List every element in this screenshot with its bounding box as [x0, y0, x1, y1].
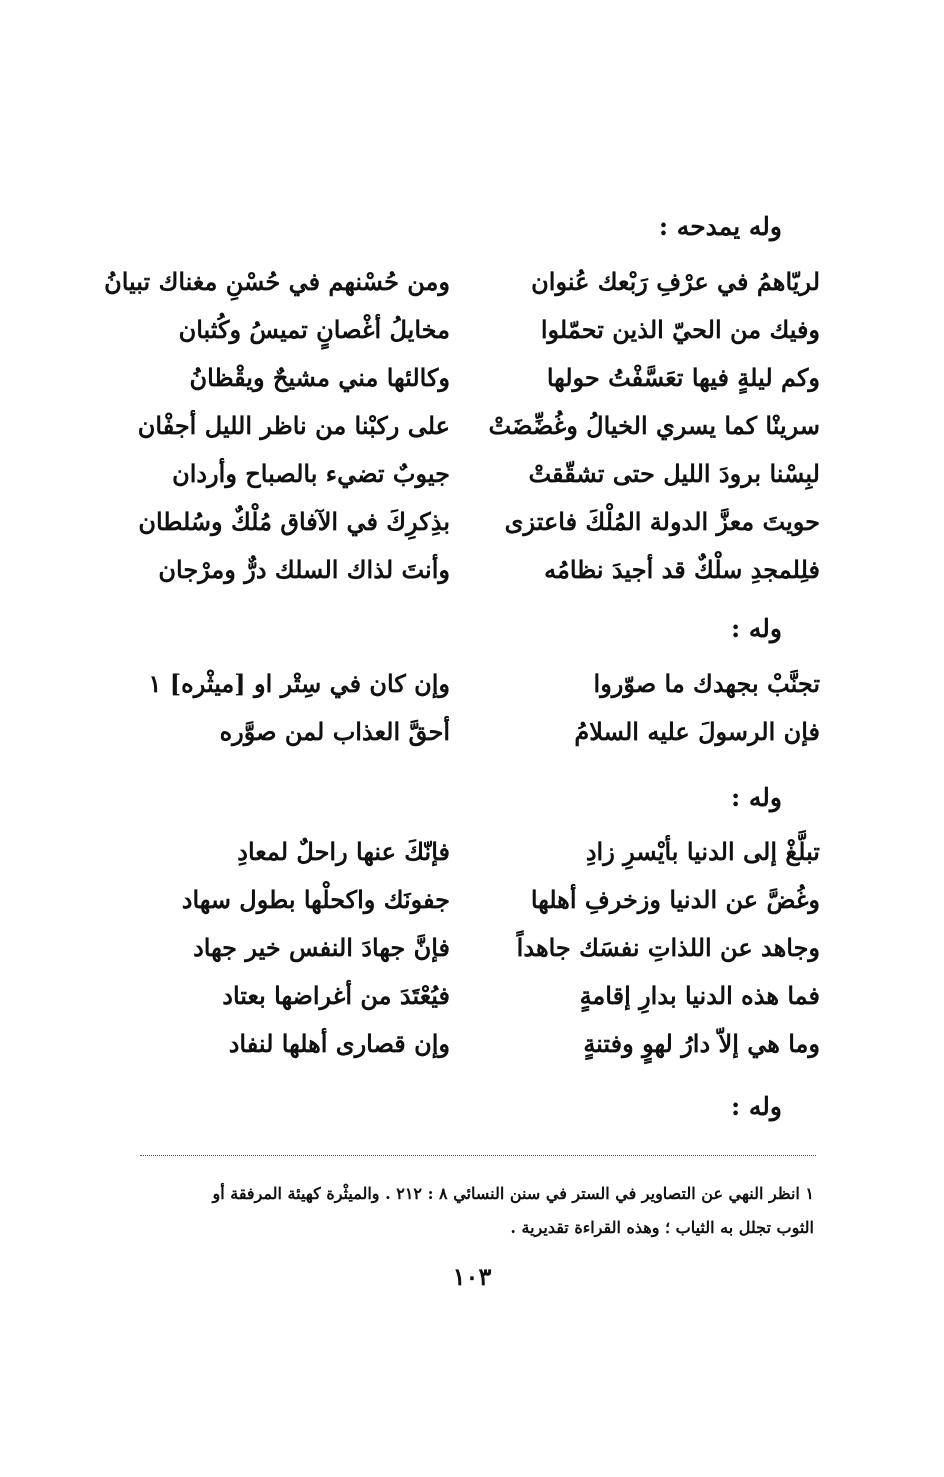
first-hemistich: حويتَ معزَّ الدولة المُلْكَ فاعتزى [504, 507, 820, 536]
verse-line [130, 880, 820, 928]
first-hemistich: لريّاهمُ في عرْفِ رَبْعك عُنوان [531, 267, 820, 296]
second-hemistich: جيوبٌ تضيء بالصباح وأردان [172, 459, 450, 488]
first-hemistich: تجنَّبْ بجهدك ما صوّروا [593, 669, 820, 698]
second-hemistich: وكالئها مني مشيحٌ ويقْظانُ [189, 363, 450, 392]
first-hemistich: لبِسْنا برودَ الليل حتى تشقّقتْ [528, 459, 820, 488]
second-hemistich: وإن قصارى أهلها لنفاد [228, 1029, 450, 1058]
second-hemistich: وأنتَ لذاك السلك درٌّ ومرْجان [158, 555, 450, 584]
poem-block [104, 262, 820, 598]
verse-line [130, 454, 820, 502]
first-hemistich: فإن الرسولَ عليه السلامُ [574, 717, 820, 746]
first-hemistich: وكم ليلةٍ فيها تعَسَّفْتُ حولها [546, 363, 820, 392]
second-hemistich: مخايلُ أغْصانٍ تميسُ وكُثبان [178, 315, 450, 344]
verse-line [130, 976, 820, 1024]
second-hemistich: ومن حُسْنهم في حُسْنِ مغناك تبيانُ [104, 267, 450, 296]
verse-line [104, 262, 820, 310]
second-hemistich: فإنّكَ عنها راحلٌ لمعادِ [237, 837, 450, 866]
second-hemistich: بذِكرِكَ في الآفاق مُلْكٌ وسُلطان [138, 507, 450, 536]
verse-line [130, 550, 820, 598]
poem-block [130, 832, 820, 1072]
first-hemistich: تبلَّغْ إلى الدنيا بأيْسرِ زادِ [585, 837, 820, 866]
section-heading: وله : [730, 783, 782, 812]
second-hemistich: جفونَك واكحلْها بطول سهاد [181, 885, 450, 914]
first-hemistich: وفيك من الحيّ الذين تحمّلوا [540, 315, 820, 344]
verse-line [130, 310, 820, 358]
second-hemistich: وإن كان في سِتْر او [ميثْره] ١ [148, 669, 450, 698]
section-heading: وله : [730, 614, 782, 643]
second-hemistich: فإنَّ جهادَ النفس خير جهاد [193, 933, 450, 962]
first-hemistich: فما هذه الدنيا بدارِ إقامةٍ [579, 981, 820, 1010]
first-hemistich: فلِلمجدِ سلْكٌ قد أجيدَ نظامُه [544, 555, 820, 584]
verse-line [130, 712, 820, 760]
footnote-line: الثوب تجلل به الثياب ؛ وهذه القراءة تقديرية . [510, 1218, 814, 1237]
verse-line [130, 1024, 820, 1072]
footnote-divider [140, 1155, 816, 1156]
verse-line [130, 928, 820, 976]
verse-line [130, 406, 820, 454]
verse-line [130, 664, 820, 712]
verse-line [130, 832, 820, 880]
first-hemistich: سرينْا كما يسري الخيالُ وغُضِّضَتْ [488, 411, 820, 440]
second-hemistich: فيُعْتَدَ من أغراضها بعتاد [222, 981, 450, 1010]
verse-line [130, 358, 820, 406]
second-hemistich: أحقَّ العذاب لمن صوَّره [219, 717, 450, 746]
first-hemistich: وما هي إلاّ دارُ لهوٍ وفتنةٍ [583, 1029, 820, 1058]
verse-line [130, 502, 820, 550]
poem-block [130, 664, 820, 760]
second-hemistich: على ركبْنا من ناظر الليل أجفْان [137, 411, 450, 440]
section-heading: وله : [730, 1092, 782, 1121]
first-hemistich: وجاهد عن اللذاتِ نفسَك جاهداً [516, 933, 820, 962]
section-heading: وله يمدحه : [658, 212, 782, 241]
first-hemistich: وغُضَّ عن الدنيا وزخرفِ أهلها [530, 885, 820, 914]
page-number: ١٠٣ [452, 1262, 492, 1291]
footnote-line: ١ انظر النهي عن التصاوير في الستر في سنن النسائي ٨ : ٢١٢ . والميثْرة كهيئة المرفقة أو [212, 1184, 814, 1203]
